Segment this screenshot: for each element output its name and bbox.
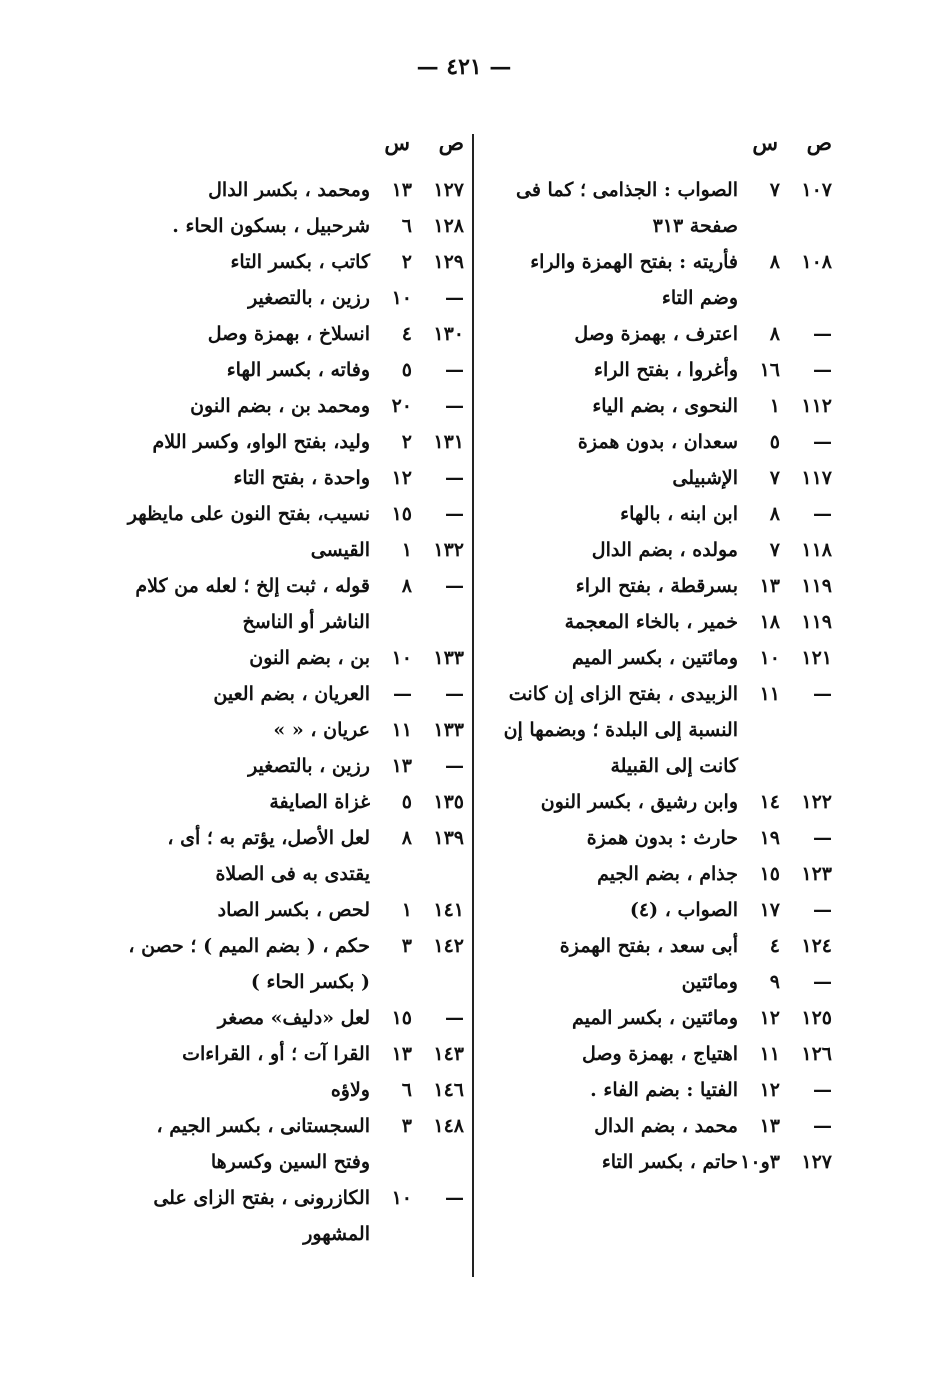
correction-text: وابن رشيق ، بكسر النون [540, 791, 738, 813]
errata-entry [124, 244, 464, 280]
line-ref: ٧ [769, 179, 780, 201]
page-ref: — [445, 359, 464, 381]
page-ref: ١٤٢ [433, 935, 464, 957]
correction-text: كاتب ، بكسر التاء [230, 251, 370, 273]
page-ref: ١٤٦ [433, 1079, 464, 1101]
errata-entry [124, 676, 464, 712]
correction-text: بسرقطة ، بفتح الراء [575, 575, 738, 597]
page-ref: ١٢١ [801, 647, 832, 669]
line-ref: ١٢ [391, 467, 412, 489]
page-ref: ١٢٨ [433, 215, 464, 237]
page-ref: ١٢٩ [433, 251, 464, 273]
page-ref: ١٢٧ [433, 179, 464, 201]
correction-text: ومحمد بن ، بضم النون [190, 395, 370, 417]
page-ref: — [813, 827, 832, 849]
errata-entry [492, 424, 832, 460]
correction-text: رزين ، بالتصغير [248, 755, 370, 777]
column-divider [472, 134, 474, 1277]
errata-entry [124, 532, 464, 568]
page-ref: ١١٨ [801, 539, 832, 561]
page-ref: — [813, 899, 832, 921]
correction-text: لعل «دليف» مصغر [217, 1007, 370, 1029]
line-ref: — [393, 683, 412, 705]
page-ref: — [445, 575, 464, 597]
line-ref: ٦ [401, 1079, 412, 1101]
page-ref: — [445, 503, 464, 525]
page-ref: ١٣٩ [433, 827, 464, 849]
errata-entry [124, 208, 464, 244]
errata-entry [492, 1036, 832, 1072]
line-ref: ١ [401, 539, 412, 561]
errata-entry [492, 820, 832, 856]
correction-text: شرحبيل ، بسكون الحاء . [172, 215, 370, 237]
errata-entry [492, 496, 832, 532]
correction-text: حاتم ، بكسر التاء [601, 1151, 738, 1173]
page-ref: ١٣٢ [433, 539, 464, 561]
correction-text: لحص ، بكسر الصاد [217, 899, 370, 921]
errata-entry [492, 928, 832, 964]
line-header: س [384, 130, 410, 155]
errata-entry [492, 352, 832, 388]
errata-entry [492, 172, 832, 244]
errata-entry [124, 712, 464, 748]
line-ref: ١٥ [391, 503, 412, 525]
line-ref: ٥ [769, 431, 780, 453]
right-column [492, 128, 832, 1180]
page-ref: ١٤٣ [433, 1043, 464, 1065]
line-ref: ١٦ [759, 359, 780, 381]
errata-entry [124, 1000, 464, 1036]
page-number: — ٤٢١ — [416, 54, 512, 80]
errata-entry [124, 496, 464, 532]
line-ref: ١١ [759, 1043, 780, 1065]
errata-entry [124, 1180, 464, 1252]
errata-entry [492, 244, 832, 316]
left-column-header [124, 128, 464, 172]
line-ref: ٣ [401, 1115, 412, 1137]
correction-text: العريان ، بضم العين [213, 683, 370, 705]
correction-text: ومحمد ، بكسر الدال [208, 179, 370, 201]
correction-text: نسيب، بفتح النون على مايظهر [127, 503, 370, 525]
errata-entry [124, 316, 464, 352]
line-ref: ١١ [759, 683, 780, 705]
page-ref: ١٠٧ [801, 179, 832, 201]
line-ref: ٧ [769, 539, 780, 561]
line-ref: ١٣ [759, 1115, 780, 1137]
errata-entry [124, 820, 464, 892]
page-ref: ١٣٥ [433, 791, 464, 813]
correction-text: قوله ، ثبت إلخ ؛ لعله من كلام الناشر أو الناسخ [135, 575, 370, 633]
correction-text: وليد، بفتح الواو، وكسر اللام [152, 431, 370, 453]
line-ref: ١٧ [759, 899, 780, 921]
line-ref: ١١ [391, 719, 412, 741]
line-ref: ٨ [401, 827, 412, 849]
line-ref: ٥ [401, 791, 412, 813]
errata-entry [492, 676, 832, 784]
page-ref: ١٣٠ [433, 323, 464, 345]
right-column-entries [492, 172, 832, 1180]
correction-text: ومائتين ، بكسر الميم [572, 1007, 738, 1029]
line-ref: ٨ [769, 323, 780, 345]
line-ref: ٢٠ [391, 395, 412, 417]
correction-text: ومائتين [681, 971, 738, 993]
errata-entry [124, 640, 464, 676]
errata-entry [124, 352, 464, 388]
errata-entry [492, 1072, 832, 1108]
correction-text: مولده ، بضم الدال [591, 539, 738, 561]
correction-text: حارث : بدون همزة [586, 827, 738, 849]
correction-text: فأريته : بفتح الهمزة والراء وضم التاء [530, 251, 738, 309]
line-ref: ٩ [769, 971, 780, 993]
errata-entry [124, 748, 464, 784]
line-ref: ٦ [401, 215, 412, 237]
line-ref: ٢ [401, 431, 412, 453]
left-column [124, 128, 464, 1252]
errata-entry [124, 388, 464, 424]
line-ref: ١٥ [759, 863, 780, 885]
left-column-entries [124, 172, 464, 1252]
errata-entry [124, 784, 464, 820]
correction-text: وأغروا ، بفتح الراء [594, 359, 738, 381]
page-ref: — [445, 683, 464, 705]
errata-entry [124, 280, 464, 316]
correction-text: رزين ، بالتصغير [248, 287, 370, 309]
line-ref: ١٢ [759, 1079, 780, 1101]
line-ref: ٣ [401, 935, 412, 957]
page-ref: — [445, 755, 464, 777]
line-ref: ١٣ [391, 755, 412, 777]
line-ref: ٨ [769, 503, 780, 525]
correction-text: خمير ، بالخاء المعجمة [564, 611, 738, 633]
line-ref: ١٥ [391, 1007, 412, 1029]
page-ref: — [445, 467, 464, 489]
line-ref: ١٠ [391, 287, 412, 309]
line-ref: ١٣ [391, 179, 412, 201]
page-ref: ١٤٨ [433, 1115, 464, 1137]
line-header: س [752, 130, 778, 155]
correction-text: القرا آت ؛ أو ، القراءات [182, 1043, 370, 1065]
page-ref: — [813, 431, 832, 453]
page-ref: ١٢٣ [801, 863, 832, 885]
page-ref: — [813, 971, 832, 993]
page-ref: ١١٩ [801, 575, 832, 597]
page-ref: ١١٢ [801, 395, 832, 417]
correction-text: الإشبيلى [672, 467, 738, 489]
line-ref: ٨ [401, 575, 412, 597]
correction-text: الزبيدى ، بفتح الزاى إن كانت النسبة إلى البلدة ؛ وبضمها إن كانت إلى القبيلة [503, 683, 738, 777]
line-ref: ١٣ [759, 575, 780, 597]
page-ref: — [813, 359, 832, 381]
line-ref: ١٠ [391, 647, 412, 669]
correction-text: بن ، بضم النون [249, 647, 370, 669]
correction-text: لعل الأصل، يؤتم به ؛ أى ، يقتدى به فى الصلاة [167, 827, 370, 885]
correction-text: عريان ، « » [273, 719, 370, 741]
correction-text: سعدان ، بدون همزة [577, 431, 738, 453]
page-ref: ١٢٤ [801, 935, 832, 957]
errata-entry [492, 640, 832, 676]
line-ref: ١٠ [759, 647, 780, 669]
correction-text: ولاؤه [330, 1079, 370, 1101]
line-ref: ٧ [769, 467, 780, 489]
correction-text: النحوى ، بضم الياء [592, 395, 738, 417]
page-ref: ١٣٣ [433, 647, 464, 669]
page-ref: ١١٩ [801, 611, 832, 633]
right-column-header [492, 128, 832, 172]
correction-text: ومائتين ، بكسر الميم [572, 647, 738, 669]
errata-entry [492, 856, 832, 892]
line-ref: ١٩ [759, 827, 780, 849]
page-ref: — [445, 1007, 464, 1029]
errata-entry [492, 1108, 832, 1144]
errata-entry [492, 964, 832, 1000]
errata-entry [492, 460, 832, 496]
errata-entry [492, 388, 832, 424]
errata-entry [492, 316, 832, 352]
page-ref: — [813, 323, 832, 345]
correction-text: السجستانى ، بكسر الجيم ، وفتح السين وكسرها [156, 1115, 370, 1173]
line-ref: ١٤ [759, 791, 780, 813]
page-ref: — [445, 395, 464, 417]
errata-entry [124, 1072, 464, 1108]
page-ref: ١٢٥ [801, 1007, 832, 1029]
errata-entry [492, 892, 832, 928]
page-header: ص [806, 130, 832, 155]
correction-text: ابن ابنه ، بالهاء [620, 503, 738, 525]
page-ref: ١٤١ [433, 899, 464, 921]
errata-entry [492, 568, 832, 604]
correction-text: اهتياج ، بهمزة وصل [582, 1043, 738, 1065]
page-ref: ١٢٧ [801, 1151, 832, 1173]
page-ref: ١٠٨ [801, 251, 832, 273]
correction-text: حكم ، ( بضم الميم ) ؛ حصن ، ( بكسر الحاء ) [128, 935, 370, 993]
errata-entry [492, 604, 832, 640]
page-header: ص [438, 130, 464, 155]
errata-entry [124, 1108, 464, 1180]
line-ref: ١٠ [391, 1187, 412, 1209]
errata-entry [124, 928, 464, 1000]
page-ref: ١١٧ [801, 467, 832, 489]
page-ref: — [813, 1115, 832, 1137]
line-ref: ١ [401, 899, 412, 921]
errata-entry [492, 1000, 832, 1036]
page-ref: — [813, 503, 832, 525]
correction-text: محمد ، بضم الدال [594, 1115, 738, 1137]
correction-text: وفاته ، بكسر الهاء [226, 359, 370, 381]
line-ref: ٢ [401, 251, 412, 273]
correction-text: غزاة الصايفة [269, 791, 370, 813]
correction-text: الصواب ، (٤) [629, 899, 738, 921]
line-ref: ٥ [401, 359, 412, 381]
page-ref: ١٢٢ [801, 791, 832, 813]
errata-entry [124, 460, 464, 496]
line-ref: ١ [769, 395, 780, 417]
page-ref: ١٣٣ [433, 719, 464, 741]
correction-text: واحدة ، بفتح التاء [233, 467, 370, 489]
errata-entry [492, 532, 832, 568]
page-ref: ١٣١ [433, 431, 464, 453]
correction-text: الفتيا : بضم الفاء . [590, 1079, 738, 1101]
page-ref: — [813, 1079, 832, 1101]
correction-text: الصواب : الجذامى ؛ كما فى صفحة ٣١٣ [516, 179, 738, 237]
page-ref: — [813, 683, 832, 705]
correction-text: جذام ، بضم الجيم [597, 863, 738, 885]
errata-entry [492, 1144, 832, 1180]
correction-text: أبى سعد ، بفتح الهمزة [559, 935, 738, 957]
line-ref: ٤ [769, 935, 780, 957]
line-ref: ٣و١٠ [740, 1151, 780, 1173]
line-ref: ١٣ [391, 1043, 412, 1065]
line-ref: ٤ [401, 323, 412, 345]
errata-entry [124, 568, 464, 640]
line-ref: ١٨ [759, 611, 780, 633]
correction-text: القيسى [310, 539, 370, 561]
correction-text: اعترف ، بهمزة وصل [574, 323, 738, 345]
line-ref: ٨ [769, 251, 780, 273]
errata-entry [492, 784, 832, 820]
correction-text: انسلاخ ، بهمزة وصل [207, 323, 370, 345]
correction-text: الكازرونى ، بفتح الزاى على المشهور [153, 1187, 370, 1245]
page-ref: ١٢٦ [801, 1043, 832, 1065]
errata-entry [124, 424, 464, 460]
errata-entry [124, 892, 464, 928]
errata-entry [124, 172, 464, 208]
line-ref: ١٢ [759, 1007, 780, 1029]
page-ref: — [445, 1187, 464, 1209]
page-ref: — [445, 287, 464, 309]
errata-entry [124, 1036, 464, 1072]
